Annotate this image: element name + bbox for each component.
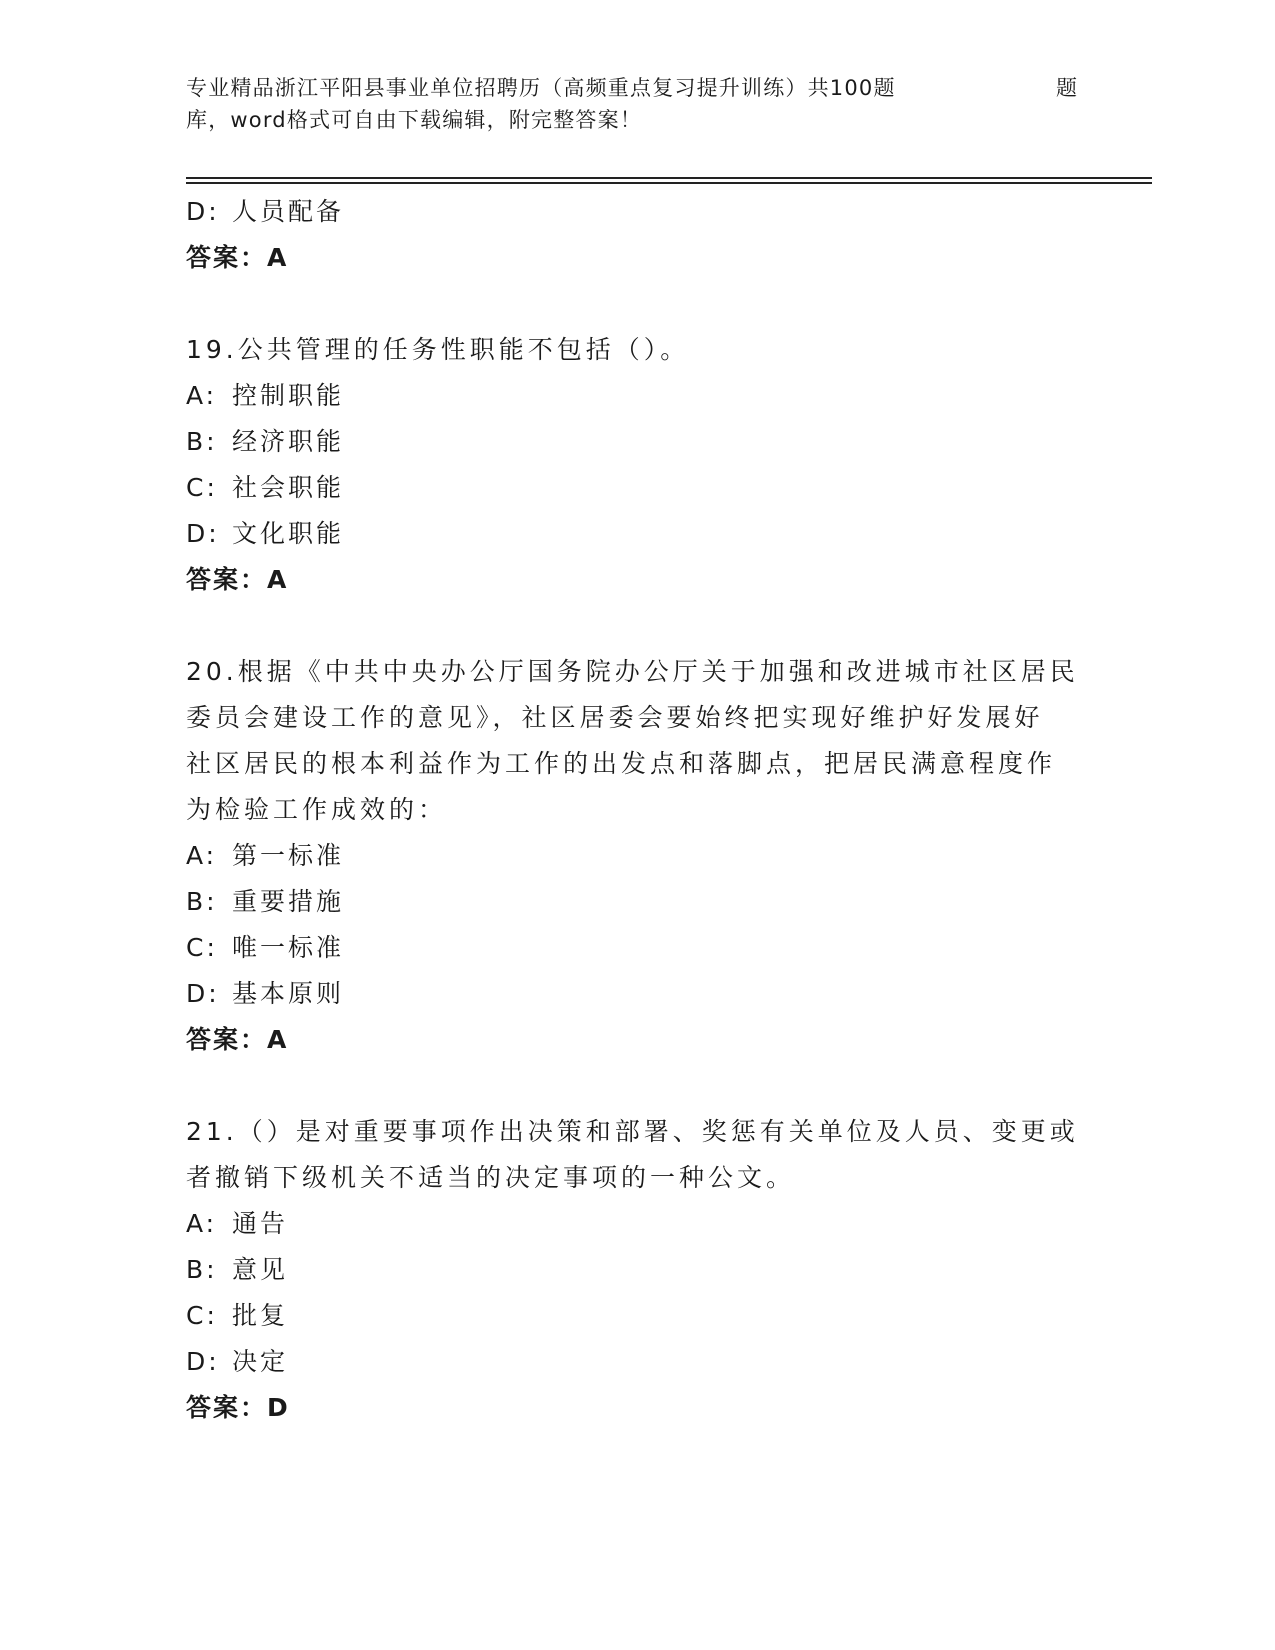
question-20-option-d — [186, 971, 1086, 1017]
option-label: A: — [186, 841, 218, 870]
option-text: 控制职能 — [232, 381, 345, 410]
stem-line: 21.（）是对重要事项作出决策和部署、奖惩有关单位及人员、变更或 — [186, 1117, 1079, 1146]
option-text: 文化职能 — [232, 519, 345, 548]
header-line-2: 库，word格式可自由下载编辑，附完整答案！ — [186, 108, 643, 132]
stem-line: 者撤销下级机关不适当的决定事项的一种公文。 — [186, 1163, 796, 1192]
prev-option-d — [186, 189, 1086, 235]
option-text: 第一标准 — [232, 841, 345, 870]
option-text: 通告 — [232, 1209, 289, 1238]
option-label: B: — [186, 427, 218, 456]
question-20-option-b — [186, 879, 1086, 925]
option-label: A: — [186, 1209, 218, 1238]
option-label: D: — [186, 197, 220, 226]
option-label: D: — [186, 519, 220, 548]
prev-answer: 答案：A — [186, 243, 289, 272]
question-20-option-a — [186, 833, 1086, 879]
header-divider-bottom — [186, 182, 1152, 184]
page-header — [186, 72, 1086, 136]
question-list — [186, 189, 1086, 1431]
question-21-stem — [186, 1109, 1086, 1201]
option-label: B: — [186, 887, 218, 916]
question-21-option-a — [186, 1201, 1086, 1247]
question-20-stem — [186, 649, 1086, 833]
stem-line: 社区居民的根本利益作为工作的出发点和落脚点，把居民满意程度作 — [186, 749, 1057, 778]
option-text: 经济职能 — [232, 427, 345, 456]
question-21-option-d — [186, 1339, 1086, 1385]
spacer — [186, 1063, 1086, 1109]
option-text: 批复 — [232, 1301, 289, 1330]
option-label: C: — [186, 473, 218, 502]
stem-line: 为检验工作成效的： — [186, 795, 448, 824]
header-divider-top — [186, 177, 1152, 179]
option-text: 重要措施 — [232, 887, 345, 916]
question-21-option-c — [186, 1293, 1086, 1339]
question-20-answer: 答案：A — [186, 1025, 289, 1054]
question-19-option-b — [186, 419, 1086, 465]
question-21-option-b — [186, 1247, 1086, 1293]
header-line-1 — [186, 72, 1086, 104]
question-19-answer: 答案：A — [186, 565, 289, 594]
option-label: D: — [186, 979, 220, 1008]
option-label: A: — [186, 381, 218, 410]
question-19-option-a — [186, 373, 1086, 419]
header-title: 专业精品浙江平阳县事业单位招聘历（高频重点复习提升训练）共100题 — [186, 76, 896, 100]
spacer — [186, 281, 1086, 327]
question-19-stem — [186, 327, 1086, 373]
stem-line: 20.根据《中共中央办公厅国务院办公厅关于加强和改进城市社区居民 — [186, 657, 1079, 686]
stem-line: 19.公共管理的任务性职能不包括（）。 — [186, 335, 690, 364]
option-label: B: — [186, 1255, 218, 1284]
option-label: C: — [186, 933, 218, 962]
question-19-option-d — [186, 511, 1086, 557]
option-text: 决定 — [232, 1347, 289, 1376]
option-label: D: — [186, 1347, 220, 1376]
stem-line: 委员会建设工作的意见》，社区居委会要始终把实现好维护好发展好 — [186, 703, 1044, 732]
option-text: 意见 — [232, 1255, 289, 1284]
header-title-tail: 题 — [1056, 76, 1079, 100]
question-19-option-c — [186, 465, 1086, 511]
spacer — [186, 603, 1086, 649]
question-21-answer: 答案：D — [186, 1393, 290, 1422]
option-text: 基本原则 — [232, 979, 345, 1008]
option-text: 唯一标准 — [232, 933, 345, 962]
option-label: C: — [186, 1301, 218, 1330]
option-text: 社会职能 — [232, 473, 345, 502]
question-20-option-c — [186, 925, 1086, 971]
option-text: 人员配备 — [232, 197, 345, 226]
